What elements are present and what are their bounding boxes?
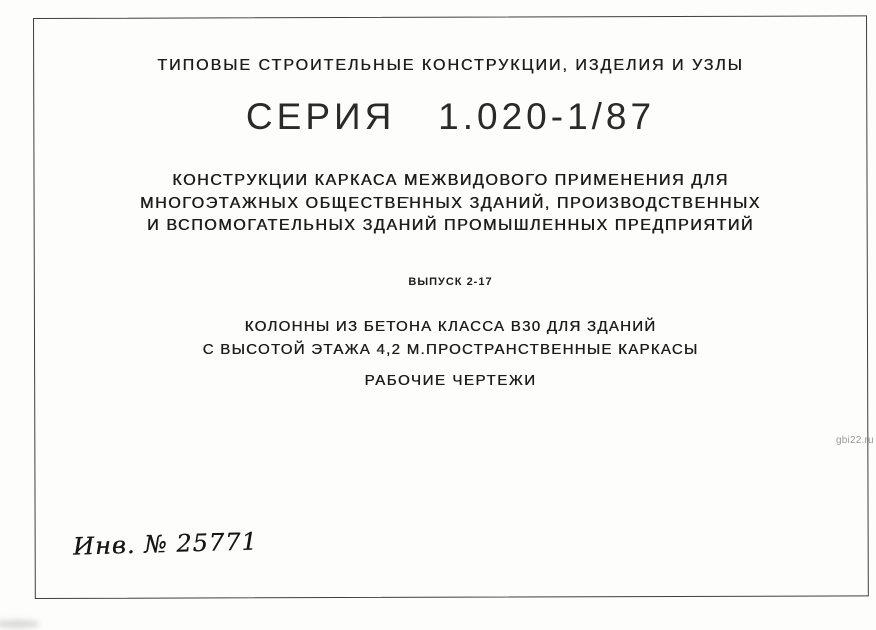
issue-label: ВЫПУСК 2-17 <box>408 276 493 288</box>
subtitle-line: КОЛОННЫ ИЗ БЕТОНА КЛАССА В30 ДЛЯ ЗДАНИЙ <box>244 318 657 335</box>
description-line: МНОГОЭТАЖНЫХ ОБЩЕСТВЕ̇ННЫХ ЗДАНИЙ, ПРОИЗВОДСТВЕННЫХ <box>140 194 761 212</box>
description-line: КОНСТРУКЦИИ КАРКАСА МЕЖВИДОВОГО ПРИМЕНЕНИЯ ДЛЯ <box>172 172 729 189</box>
document-category-title: ТИПОВЫЕ СТРОИТЕЛЬНЫЕ КОНСТРУКЦИИ, ИЗДЕЛИЯ И УЗЛЫ <box>157 57 744 74</box>
series-title: СЕРИЯ 1.020-1/87 <box>245 96 656 137</box>
inventory-number-note: Инв. № 25771 <box>72 527 259 561</box>
description-block <box>34 170 867 238</box>
site-watermark: gbi22.ru <box>836 435 874 446</box>
subtitle-line: С ВЫСОТОЙ ЭТАЖА 4,2 М.ПРОСТРАНСТВЕННЫЕ КАРКАСЫ <box>202 341 699 358</box>
description-line: И ВСПОМОГАТЕЛЬНЫХ ЗДАНИЙ ПРОМЫШЛЕННЫХ ПРЕДПРИЯТИЙ <box>147 217 754 234</box>
subtitle-block <box>34 315 867 361</box>
working-drawings-label: РАБОЧИЕ ЧЕРТЕЖИ <box>364 372 537 389</box>
